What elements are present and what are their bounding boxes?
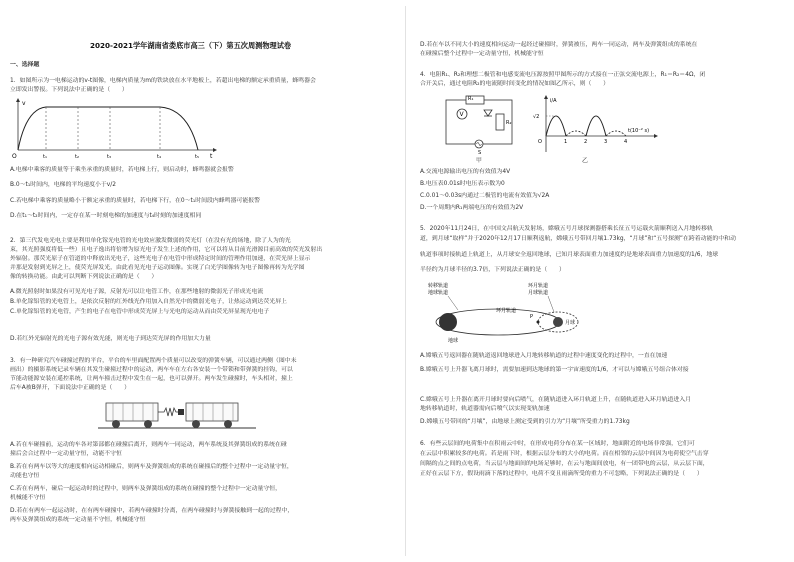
q6-stem-line-4: 正好在云层下方，假设雨滴下落的过程中，电荷不变且雨滴所受的重力不可忽略，下列说法正确的是（ ） — [420, 471, 703, 477]
q1-vt-graph — [10, 97, 220, 159]
q3-continued-line-1: D.若在车以不同大小的速度相向运动一起经过碰撞时，弹簧被压，两车一同运动，两车及弹簧组成的系统在 — [420, 42, 698, 48]
q4-tick: 4 — [624, 139, 628, 145]
q4-tick: 2 — [584, 139, 588, 145]
q4-option-c: C.0.01～0.03s内通过二极管的电流有效值为√2A — [420, 193, 550, 199]
q2-stem-line-4: 并那是发射到光屏之上，使荧光屏发光，由此看见光电子运动图像。实现了白光学图像转为电子图像再转为光学图 — [10, 265, 305, 271]
q4-option-a: A.交流电源输出电压的有效值为4V — [420, 169, 511, 175]
q4-option-d: D.一个周期内R₁两端电压的有效值为2V — [420, 205, 524, 211]
q4-switch-label: S — [478, 150, 482, 156]
q1-tick: t₅ — [195, 154, 199, 159]
q1-tick: t₂ — [75, 154, 79, 159]
q1-option-c: C.若电梯中乘客的质量略小于额定承重的质量时，若电梯下行，在0～t₁时间段内蜂鸣器可能报警 — [10, 198, 261, 204]
q1-axis-v: v — [22, 100, 26, 107]
q5-stem-line-2: 道，到月球“取样”并于2020年12月17日顺利返航，嫦娥五号带回月壤1.73kg，“月球”和“五号探测”在跨着动能的中和动 — [420, 236, 736, 242]
q5-orbit-figure — [428, 280, 598, 346]
q2-option-a: A.微光照射时如果没有可见光电子源，反射光可以让电管工作，在那些地射的微弱光子形成光电流 — [10, 289, 264, 295]
q1-tick: t₄ — [157, 154, 161, 159]
q4-i-axis: i/A — [550, 98, 557, 104]
q5-moon-label: 月球 — [565, 320, 576, 326]
q3-option-d-line-2: 两车及弹簧组成的系统一定动量不守恒，机械能守恒 — [10, 517, 146, 523]
q2-stem-line-2: 束，其光照强度将低一些）且电子逸出将倍增为原光电子发生上述的作用，它可以将从目前光滑源目前高效的荧光发射出 — [10, 247, 323, 253]
q3-option-c-line-2: 机械能不守恒 — [10, 495, 46, 501]
q4-figure-jia-caption: 甲 — [476, 158, 482, 164]
q5-circ-label: 环月轨道 — [496, 308, 517, 314]
q6-stem-line-3: 间隔的点之间的点电荷，当云层与地面间的电场足够时，在云与地面间放电，有一团带电的云层，从云层下面， — [420, 461, 709, 467]
q5-lunar-label-2: 月球轨道 — [528, 290, 549, 296]
q5-option-c-line-2: 地转移轨道时，轨道器需向后喷气以实现变轨加速 — [420, 406, 550, 412]
moon-icon — [553, 317, 563, 327]
q4-r2-label: R₂ — [506, 120, 512, 126]
q5-option-a: A.嫦娥五号返回器在随轨道返回地球进入月地转移轨道的过程中速度变化的过程中，一直在加速 — [420, 353, 668, 359]
exam-title: 2020-2021学年湖南省娄底市高三（下）第五次周测物理试卷 — [90, 41, 292, 50]
q3-option-b-line-1: B.若在有两车以等大的速度相向运动相碰后，则两车及弹簧组成的系统在碰撞后的整个过程中一定动量守恒， — [10, 464, 293, 470]
q5-lunar-label: 环月轨道 — [528, 283, 549, 289]
q5-stem-line-4: 半径约为月球半径的3.7倍，下列说法正确的是（ ） — [420, 267, 565, 273]
q4-r1-label: R₁ — [468, 96, 474, 102]
q3-option-c-line-1: C.若在有两车，碰后一起运动时的过程中，则两车及弹簧组成的系统在碰撞的整个过程中一定动量守恒， — [10, 486, 282, 492]
q1-origin: O — [12, 153, 17, 159]
q4-stem-line-2: 合开关后，通过电阻R₂的电流随时间变化的情况如图乙所示，则（ ） — [420, 81, 610, 87]
q2-stem-line-3: 外辐射。那荧光原子在管道的中释放出光电子，这些光电子在电管中形成特定时间的管理作用加速，在荧光屏上显示 — [10, 256, 311, 262]
q4-peak-label: √2 — [533, 114, 540, 120]
q3-option-b-line-2: 动能也守恒 — [10, 473, 40, 479]
q3-stem-line-1: 3．有一种研究汽车碰撞过程的平台，平台的车里面配置两个质量可以改变的弹簧车辆，可以通过两侧（图中未 — [10, 358, 297, 364]
q3-option-a-line-2: 撞后会合过程中一定动量守恒，动能不守恒 — [10, 451, 122, 457]
q5-stem-line-1: 5．2020年11月24日，在中国文昌航天发射场，嫦娥五号月球探测器搭乘长征五号运载火箭顺利送入月地转移轨 — [420, 226, 713, 232]
q5-stem-line-3: 轨道事项时接轨道上轨道上，从月球安全返回地球，已知月球表面重力加速度约是地球表面重力加速度的1/6，地球 — [420, 252, 719, 258]
q4-tick: 3 — [604, 139, 608, 145]
q1-option-d: D.在t₁～t₂时间内，一定存在某一时刻电梯的加速度与t₄时刻的加速度相同 — [10, 213, 202, 219]
q5-option-c-line-1: C.嫦娥五号上升器在离开月球时要向后喷气，在随轨道进入环月轨道上升，在随轨道进入环月轨道进入月 — [420, 397, 692, 403]
q2-stem-line-1: 2．第三代发电光电主要是利用单化镓光电管的光电效应激发微弱的荧光灯（在没有光的场地，除了人为的光 — [10, 238, 291, 244]
q3-option-a-line-1: A.若在车碰撞前，运动的车各对第部都在碰撞后离开，则两车一同运动，两车系统及其弹簧组成的系统在碰 — [10, 442, 287, 448]
q6-stem-line-2: 在云层中积累较多的电荷。若是雨下时，根据云层分布的大小的电荷。而在相邻的云层中间因为电荷使空气击穿 — [420, 451, 709, 457]
section-heading: 一、选择题 — [10, 62, 40, 68]
cart-a — [106, 403, 158, 428]
q4-option-b: B.电压表0.01s时电压表示数为0 — [420, 181, 505, 187]
column-divider — [405, 6, 406, 556]
q3-carts-figure — [98, 397, 258, 433]
q2-stem-line-5: 像的转换功能。由此可以判断下列说法正确的是（ ） — [10, 274, 158, 280]
q1-stem-line-2: 立即发出警报。下列说法中正确的是（ ） — [10, 87, 128, 93]
q1-option-a: A.电梯中乘客的质量等于乘坐承重的质量时，若电梯上行，则启动时，蜂鸣器就会报警 — [10, 167, 234, 173]
q4-circuit-figure — [440, 94, 522, 160]
q4-figure-yi-caption: 乙 — [582, 158, 588, 164]
q3-option-d-line-1: D.若在有两车一起运动时，在有两车碰撞中，若两车碰撞时分离，在两车碰撞时与弹簧接触到一起的过程中， — [10, 508, 294, 514]
q5-transfer-label-2: 地球轨道 — [428, 290, 449, 296]
q3-continued-line-2: 在碰撞后整个过程中一定动量守恒，机械能守恒 — [420, 51, 544, 57]
q1-stem-line-1: 1．如图所示为一电梯运动的v-t图像，电梯内质量为m的铁块放在水平地板上，若超出电梯的额定承重质量，蜂鸣器会 — [10, 78, 316, 84]
q3-stem-line-4: 后车A被B弹开，下面说法中正确的是（ ） — [10, 385, 130, 391]
q1-tick: t₁ — [43, 154, 47, 159]
q4-current-graph — [532, 94, 660, 156]
q5-option-b: B.嫦娥五号上升器飞离月球时，需要加速到达地球的第一宇宙速度的1/6，才可以与嫦娥五号组合体对接 — [420, 367, 689, 373]
earth-icon — [439, 313, 457, 331]
q4-t-axis: t(10⁻² s) — [628, 128, 650, 134]
q1-tick: t₃ — [107, 154, 111, 159]
q1-option-b: B.0～t₁时间内，电梯的平均速度小于v/2 — [10, 182, 117, 188]
q5-option-d: D.嫦娥五号带回的“月壤”，由地球上测定受到的引力为“月壤”所受重力的1.73kg — [420, 419, 630, 425]
q3-stem-line-3: 节能动能源安装在遥控系统，让两车撞击过程中发生在一起，也可以弹开。两车发生碰撞时，车头相对，撞上 — [10, 376, 293, 382]
q4-stem-line-1: 4．电阻R₁、R₂和理想二极管和电感变流电压源按照甲图所示的方式接在一正弦交流电源上，R₁＝R₂＝4Ω，闭 — [420, 72, 706, 78]
q5-earth-label: 地球 — [448, 338, 459, 344]
q4-tick: 1 — [564, 139, 568, 145]
q4-origin: O — [538, 139, 542, 145]
q5-transfer-label: 转移轨道 — [428, 283, 449, 289]
q2-option-c: C.单化镓铝管的光电管，产生的电子在电管中形成荧光屏上与光电的运动从而由荧光屏显现光电电子 — [10, 309, 270, 315]
q2-option-b: B.单化镓铝管的光电管上，是依次反射的红外线光作用加入自然光中的微弱光电子，让热运动到达荧光屏上 — [10, 299, 287, 305]
cart-b — [186, 403, 238, 428]
q3-stem-line-2: 画出）的摄影系统记录车辆在其发生碰撞过程中的运动，两车车在左右各安装一个带锁和带弹簧的挂钩，可以 — [10, 367, 293, 373]
q2-option-d: D.若红外光辐射光的光电子源有效光能，则光电子到达荧光屏的作用加大力量 — [10, 336, 211, 342]
q4-voltmeter-label: V — [459, 111, 464, 118]
q6-stem-line-1: 6．有些云层间的电荷集中在积雨云中时，在形成电荷分布在某一区域时，地面附近的电场非常强，它们可 — [420, 441, 695, 447]
q5-p-label: P — [530, 314, 534, 320]
q1-axis-t: t — [210, 153, 213, 159]
